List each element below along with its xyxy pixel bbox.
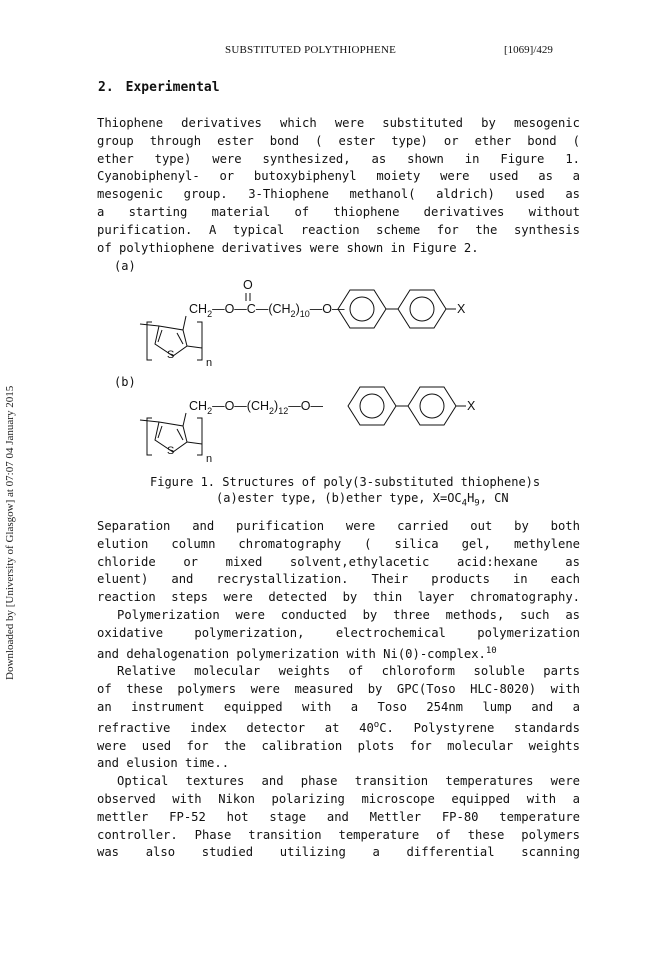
text-line: Separation and purification were carried out by both	[97, 519, 580, 533]
text-line: chloride or mixed solvent,ethylacetic acid:hexane as	[97, 554, 580, 569]
substituent-x-a: X	[457, 302, 466, 316]
text-line: were used for the calibration plots for molecular weights	[97, 738, 580, 753]
text-line: eluent) and recrystallization. Their products in each	[97, 572, 580, 587]
running-title: SUBSTITUTED POLYTHIOPHENE	[225, 44, 397, 56]
text-line: Thiophene derivatives which were substituted by mesogenic	[97, 116, 580, 130]
text-line: observed with Nikon polarizing microscope equipped with a	[97, 792, 580, 807]
download-watermark	[4, 120, 18, 680]
text-line: Relative molecular weights of chloroform soluble parts	[117, 664, 580, 679]
section-heading	[98, 80, 220, 95]
text-line: ether type) were synthesized, as shown in Figure 1.	[97, 151, 580, 166]
text-line: mesogenic group. 3-Thiophene methanol( aldrich) used as	[97, 187, 580, 202]
text-line: of polythiophene derivatives were shown in Figure 2.	[97, 240, 479, 255]
text-line: of these polymers were measured by GPC(Toso HLC-8020) with	[97, 682, 580, 697]
text-line: group through ester bond ( ester type) or ether bond (	[97, 133, 580, 148]
biphenyl-b	[348, 387, 466, 425]
page-reference: [1069]/429	[504, 44, 553, 56]
repeat-unit: n	[206, 357, 213, 369]
text-line: an instrument equipped with a Toso 254nm lump and a	[97, 700, 580, 715]
structure-b-label: (b)	[114, 375, 136, 389]
text-line: and elusion time..	[97, 756, 230, 771]
paragraph-intro	[97, 115, 580, 257]
substituent-x-b: X	[467, 399, 476, 413]
reference-number: 10	[485, 645, 497, 656]
caption-line-1: Figure 1. Structures of poly(3-substituted thiophene)s	[150, 475, 541, 489]
text-line: and dehalogenation polymerization with Ni(0)-complex.$^{10}$	[97, 645, 497, 661]
biphenyl-a	[338, 290, 456, 328]
text-line: purification. A typical reaction scheme for the synthesis	[97, 222, 580, 237]
caption-line-2: (a)ester type, (b)ether type, $X=OC_4H_9$, CN	[216, 491, 509, 509]
ester-chain: $CH_2—O—C—(CH_2)_{10}—O—$	[189, 302, 345, 319]
text-line: Optical textures and phase transition temperatures were	[117, 774, 580, 789]
figure-caption	[150, 474, 570, 511]
text-line: was also studied utilizing a differential scanning	[97, 845, 580, 860]
paragraph-body	[97, 518, 580, 862]
ether-chain: $CH_2—O—(CH_2)_{12}—O—$	[189, 399, 323, 416]
text-line: Cyanobiphenyl- or butoxybiphenyl moiety were used as a	[97, 169, 580, 184]
text-line: a starting material of thiophene derivatives without	[97, 204, 580, 219]
section-number: 2.	[98, 80, 114, 95]
download-notice: Downloaded by [University of Glasgow] at 07:07 04 January 2015	[4, 385, 16, 680]
text-line: refractive index detector at 40$^o$C. Polystyrene standards	[97, 719, 580, 735]
text-line: oxidative polymerization, electrochemical polymerization	[97, 625, 580, 640]
sulfur-atom: S	[167, 445, 175, 457]
section-title: Experimental	[125, 80, 220, 95]
text-line: elution column chromatography ( silica gel, methylene	[97, 536, 580, 551]
text-line: Polymerization were conducted by three methods, such as	[117, 607, 580, 622]
figure-1-structures	[110, 256, 550, 465]
text-line: mettler FP-52 hot stage and Mettler FP-80 temperature	[97, 809, 580, 824]
sulfur-atom: S	[167, 349, 175, 361]
repeat-unit: n	[206, 453, 213, 465]
text-line: controller. Phase transition temperature of these polymers	[97, 827, 580, 842]
text-line: reaction steps were detected by thin layer chromatography.	[97, 590, 580, 605]
structure-a-label: (a)	[114, 259, 136, 273]
carbonyl-oxygen: O	[243, 278, 253, 292]
